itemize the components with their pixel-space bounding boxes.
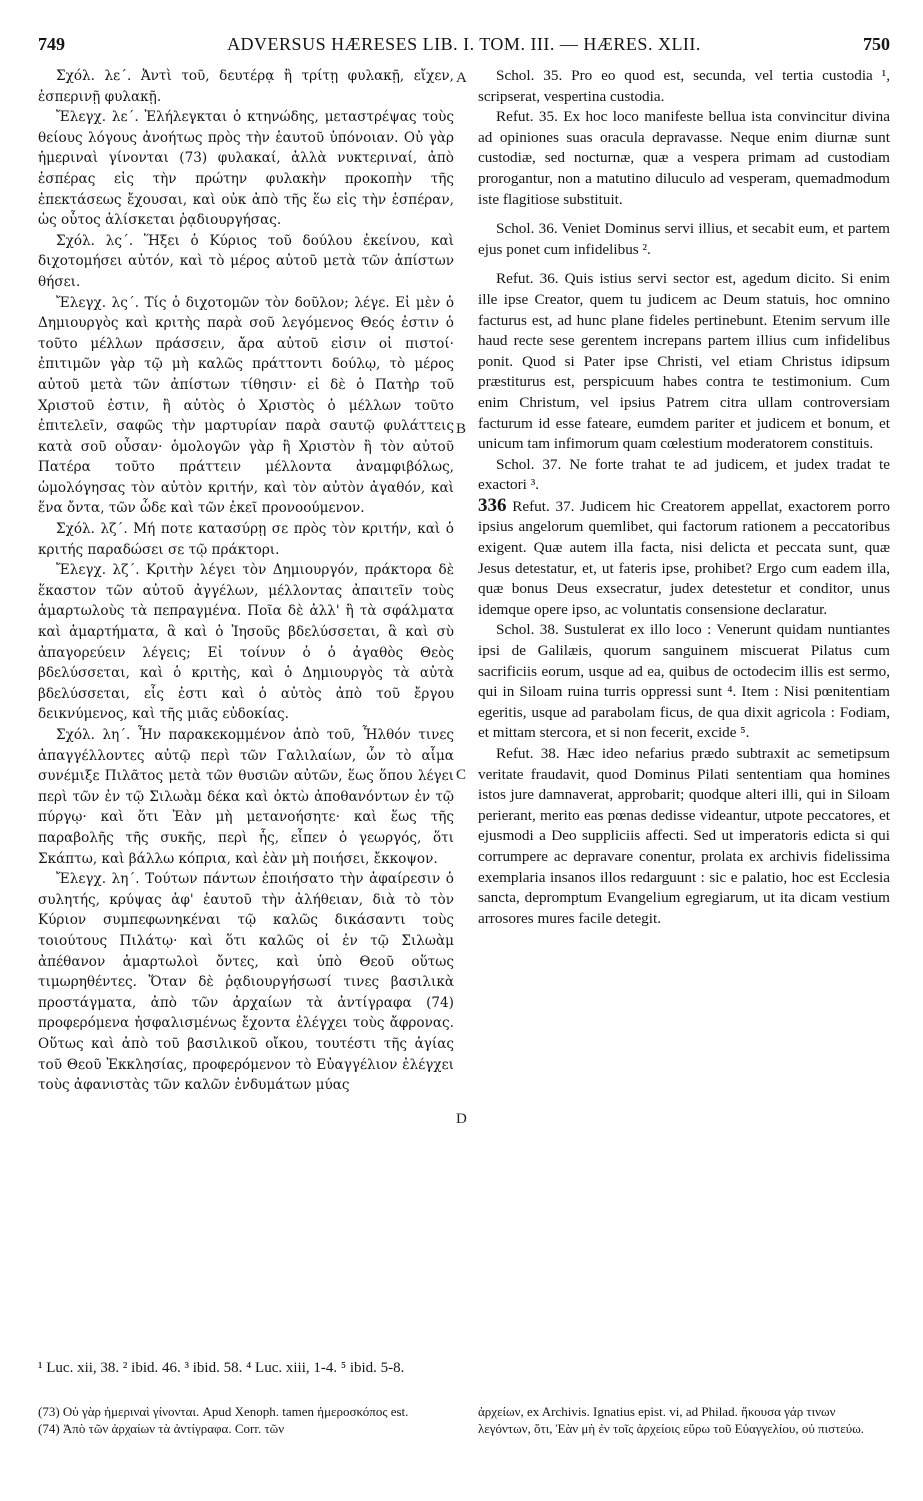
page-number-right: 750 [863, 34, 890, 54]
latin-paragraph: Schol. 37. Ne forte trahat te ad judicem, et judex tradat te exactori ³. [478, 455, 890, 494]
page-number-left: 749 [38, 34, 65, 54]
greek-column [38, 66, 454, 1096]
latin-paragraph: Refut. 38. Hæc ideo nefarius prædo subtraxit ac semetipsum veritate fraudavit, quod Dominus Pilati sententiam qua homines istos jure damnaverat, approbarit; quodque alteri illi, qui in Siloam perierant, merito eas pœnas dedisse videantur, utpote peccatores, et ejusmodi a Deo suppliciis affecti. Sed ut imperatoris edicta si qui corrumpere ac depravare conentur, prolata ex archivis fidelissima exemplaria insanos illos redarguunt : sic e palatio, hoc est Ecclesia sancta, depromptum Evangelium egregiarum, ut ita dicam vestium arrosores mures facile detegit. [478, 745, 890, 927]
note: (74) Ἀπὸ τῶν ἀρχαίων τὰ ἀντίγραφα. Corr. τῶν [38, 1421, 285, 1436]
greek-paragraph: Σχόλ. λζ΄. Μή ποτε κατασύρῃ σε πρὸς τὸν κριτήν, καὶ ὁ κριτής παραδώσει σε τῷ πράκτορι. [38, 521, 454, 558]
running-header [38, 31, 890, 57]
margin-letter-a: A [456, 70, 467, 86]
latin-paragraph: Refut. 35. Ex hoc loco manifeste bellua ista convincitur divina ad opiniones suas oracula depravasse. Neque enim diurnæ sunt custodiæ, sed nocturnæ, quæ a vespera primam ad custodiam prorogantur, non a matutino diluculo ad vesperam, quemadmodum iste flagitiose substituit. [478, 108, 890, 208]
greek-paragraph: Ἔλεγχ. λη΄. Τούτων πάντων ἐποιήσατο τὴν ἀφαίρεσιν ὁ συλητής, κρύψας ἀφ' ἑαυτοῦ τὴν ἀλήθειαν, διὰ τὸ τὸν Κύριον συμπεφωνηκέναι τῷ καλῶς δικάσαντι τοὺς τοιούτους Πιλάτῳ· καὶ ὅτι καλῶς οἱ ἐν τῷ Σιλωὰμ ἀπέθανον ἁμαρτωλοὶ ὄντες, καὶ ὑπὸ Θεοῦ οὕτως τιμωρηθέντες. Ὅταν δὲ ῥᾳδιουργήσωσί τινες βασιλικὰ προστάγματα, ἀπὸ τῶν ἀρχαίων τὰ ἀντίγραφα (74) προφερόμενα ἠσφαλισμένως ἔχοντα ἐλέγχει τοὺς ἄφρονας. Οὕτως καὶ ἀπὸ τοῦ βασιλικοῦ οἴκου, τουτέστι τῆς ἁγίας τοῦ Θεοῦ Ἐκκλησίας, προφερόμενον τὸ Εὐαγγέλιον ἐλέγχει τοὺς ἀφανιστὰς τῶν καλῶν ἐνδυμάτων μύας [38, 871, 454, 1094]
note: (73) Οὐ γὰρ ἡμεριναὶ γίνονται. Apud Xenoph. tamen ἡμεροσκόπος est. [38, 1404, 409, 1419]
margin-letter-c: C [456, 767, 467, 783]
margin-letter-d: D [456, 1111, 467, 1127]
latin-paragraph: Schol. 36. Veniet Dominus servi illius, et secabit eum, et partem ejus ponet cum infidelibus ². [478, 220, 890, 258]
latin-paragraph-with-marker [478, 496, 890, 621]
latin-paragraph: Schol. 35. Pro eo quod est, secunda, vel tertia custodia ¹, scripserat, vespertina custodia. [478, 67, 890, 105]
greek-paragraph: Ἔλεγχ. λε΄. Ἐλήλεγκται ὁ κτηνώδης, μεταστρέψας τοὺς θείους λόγους ἀνοήτως πρὸς τὴν ἑαυτοῦ ὑπόνοιαν. Οὐ γὰρ ἡμεριναὶ γίνονται (73) φυλακαί, ἀλλὰ νυκτεριναί, ἀπὸ ἑσπέρας εἰς τὴν πρώτην φυλακὴν προκοπὴν τῆς ἐπεκτάσεως ἔχουσαι, καὶ οὐκ ἀπὸ τῆς ἕω εἰς τὴν ἑσπέραν, ὡς οὗτος ἁλίσκεται ῥᾳδιουργήσας. [38, 109, 454, 229]
notes-left [38, 1403, 456, 1437]
notes-right [478, 1403, 890, 1437]
latin-paragraph: Refut. 36. Quis istius servi sector est, agedum dicito. Si enim ille ipse Creator, quem tu judicem ac Deum statuis, hoc omnino facturus est, ad hunc plane fideles pertinebunt. Etenim servum ille haud recte sese gerentem increpans partem illius cum infidelibus ponit. Quod si Pater ipse Christi, vel etiam Christus idipsum præstiturus est, perspicuum habes contra te testimonium. Cum enim Christum, vel ipsius Patrem citra ullam controversiam facturum id esse fateare, eumdem pariter et judicem et bonum, et unicum tam infimorum quam cœlestium moderatorem constituis. [478, 270, 890, 453]
greek-paragraph: Σχόλ. λς΄. Ἥξει ὁ Κύριος τοῦ δούλου ἐκείνου, καὶ διχοτομήσει αὐτόν, καὶ τὸ μέρος αὐτοῦ μετὰ τῶν ἀπίστων θήσει. [38, 232, 454, 290]
latin-column [478, 66, 890, 929]
latin-paragraph: Schol. 38. Sustulerat ex illo loco : Venerunt quidam nuntiantes ipsi de Galilæis, quorum sanguinem miscuerat Pilatus cum sacrificiis eorum, usque ad ea, quibus de octodecim illis est sermo, qui in Siloam ruina turris oppressi sunt ⁴. Item : Nisi pœnitentiam egeritis, usque ad parabolam ficus, de qua dixit agricola : Fodiam, et mittam stercora, et si non fecerit, excide ⁵. [478, 621, 890, 742]
greek-paragraph: Ἔλεγχ. λς΄. Τίς ὁ διχοτομῶν τὸν δοῦλον; λέγε. Εἰ μὲν ὁ Δημιουργὸς καὶ κριτὴς παρὰ σοῦ λεγόμενος Θεός ἐστιν ὁ τοῦτο μέλλων πράσσειν, ἄρα αὐτοῦ εἰσιν οἱ πιστοί· ἐπιτιμῶν γὰρ τῷ μὴ καλῶς πράττοντι δούλῳ, τὸ μέρος αὐτοῦ μετὰ τῶν ἀπίστων τίθησιν· εἰ δὲ ὁ Πατὴρ τοῦ Χριστοῦ ἐστιν, ἢ αὐτὸς ὁ Χριστὸς ὁ μέλλων τοῦτο ἐπιτελεῖν, σαφῶς τὴν μαρτυρίαν παρὰ σαυτῷ φυλάττεις κατὰ σοῦ οὖσαν· ὁμολογῶν γὰρ ἢ Χριστὸν ἢ τὸν αὐτοῦ Πατέρα τοῦτο πράττειν μέλλοντα ἀναμφιβόλως, ὡμολόγησας τὸν αὐτὸν κριτήν, καὶ τὸν αὐτὸν ἀγαθόν, καὶ ἕνα ὄντα, τῶν ὧδε καὶ τῶν ἐκεῖ προνοούμενον. [38, 294, 454, 517]
note: ἀρχείων, ex Archivis. Ignatius epist. vi, ad Philad. ἤκουσα γάρ τινων λεγόντων, ὅτι, Ἐὰν μὴ ἐν τοῖς ἀρχείοις εὕρω τοῦ Εὐαγγελίου, οὐ πιστεύω. [478, 1404, 865, 1436]
greek-paragraph: Ἔλεγχ. λζ΄. Κριτὴν λέγει τὸν Δημιουργόν, πράκτορα δὲ ἕκαστον τῶν αὐτοῦ ἀγγέλων, μέλλοντας ἀπαιτεῖν τοὺς ἁμαρτωλοὺς τὰ πεπραγμένα. Ποῖα δὲ ἀλλ' ἢ τὰ σφάλματα καὶ ἁμαρτήματα, ἃ καὶ ὁ Ἰησοῦς βδελύσσεται, ἃ καὶ σὺ ἀπαγορεύειν λέγεις; Εἰ τοίνυν ὁ ὁ ἀγαθὸς Θεὸς βδελύσσεται, καὶ ὁ κριτὴς, καὶ ὁ Δημιουργὸς τὰ αὐτὰ βδελύσσεται, εἷς ἐστι καὶ ὁ αὐτὸς ἀπὸ τοῦ ἔργου δεικνύμενος, καὶ τῆς μιᾶς εὐδοκίας. [38, 562, 454, 723]
page-marker: 336 [478, 494, 507, 516]
greek-paragraph: Σχόλ. λη΄. Ἦν παρακεκομμένον ἀπὸ τοῦ, Ἦλθόν τινες ἀπαγγέλλοντες αὐτῷ περὶ τῶν Γαλιλαίων, ὧν τὸ αἷμα συνέμιξε Πιλᾶτος μετὰ τῶν θυσιῶν αὐτῶν, ἕως ὅπου λέγει περὶ τῶν ἐν τῷ Σιλωὰμ δέκα καὶ ὀκτὼ ἀποθανόντων ἐν τῷ πύργῳ· καὶ ὅτι Ἐὰν μὴ μετανοήσητε· καὶ ἕως τῆς παραβολῆς τῆς συκῆς, περὶ ἧς, εἶπεν ὁ γεωργός, ὅτι Σκάπτω, καὶ βάλλω κόπρια, καὶ ἐὰν μὴ ποιήσει, ἔκκοψον. [38, 727, 454, 867]
greek-paragraph: Σχόλ. λε΄. Ἀντὶ τοῦ, δευτέρᾳ ἢ τρίτῃ φυλακῇ, εἴχεν, ἑσπερινῇ φυλακῇ. [38, 68, 454, 105]
running-title: ADVERSUS HÆRESES LIB. I. TOM. III. — HÆRES. XLII. [227, 34, 701, 54]
scripture-references: ¹ Luc. xii, 38. ² ibid. 46. ³ ibid. 58. ⁴ Luc. xiii, 1-4. ⁵ ibid. 5-8. [38, 1360, 405, 1376]
latin-paragraph: Refut. 37. Judicem hic Creatorem appellat, exactorem porro ipsius angelorum quemlibet, qui factorum rationem a peccatoribus exigent. Quæ autem illa facta, nisi delicta et peccata sunt, quæ Jesus detestatur, et, ut fateris ipse, prohibet? Ergo cum eadem illa, quæ bonus Deus exsecratur, judex detestetur et conditor, unus idemque opere ipso, ac voluntatis consensione declaratur. [478, 497, 890, 618]
margin-letter-b: B [456, 421, 467, 437]
